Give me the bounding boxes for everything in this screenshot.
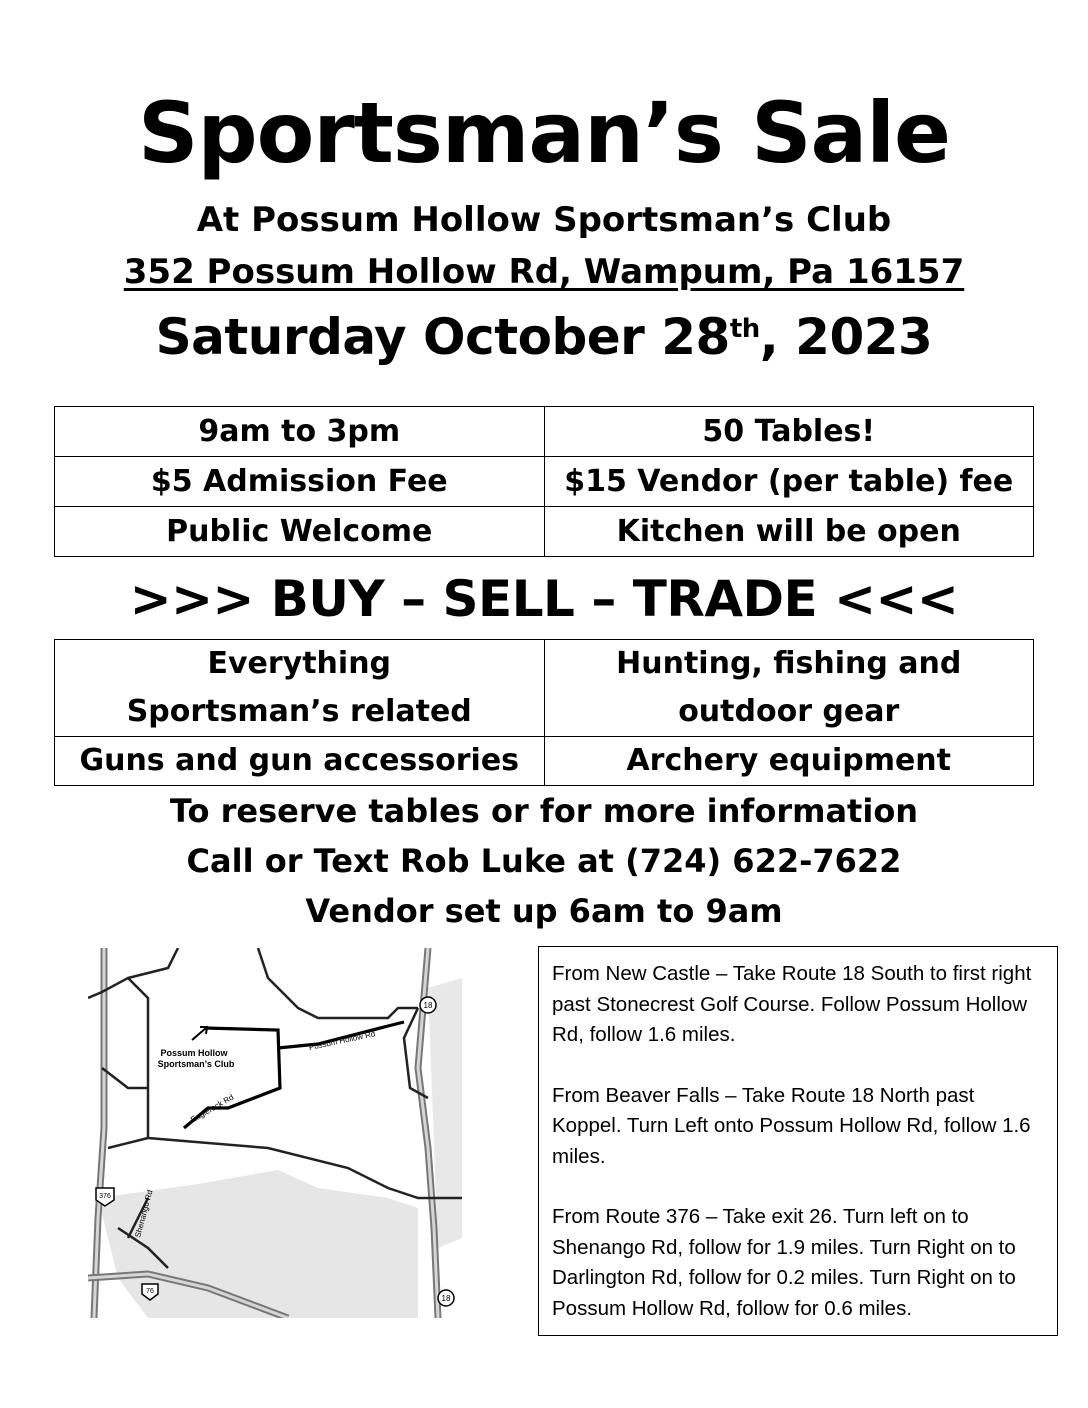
items-table <box>54 639 1034 786</box>
address: 352 Possum Hollow Rd, Wampum, Pa 16157 <box>123 252 965 292</box>
table-cell: 9am to 3pm <box>55 407 545 457</box>
page-title: Sportsman’s Sale <box>137 84 951 182</box>
table-row <box>55 457 1034 507</box>
table-cell: Hunting, fishing and outdoor gear <box>544 640 1034 737</box>
road-label: Possum Hollow Rd <box>308 1029 377 1053</box>
event-date <box>0 308 1088 366</box>
table-row <box>55 737 1034 786</box>
table-row <box>55 507 1034 557</box>
table-cell: Guns and gun accessories <box>55 737 545 786</box>
table-cell: Archery equipment <box>544 737 1034 786</box>
club-label: Possum Hollow <box>160 1048 228 1058</box>
table-row <box>55 640 1034 737</box>
buy-sell-trade-heading: >>> BUY – SELL – TRADE <<< <box>129 570 959 628</box>
date-suffix: th <box>729 314 760 344</box>
route-18-shield-icon <box>438 1290 454 1306</box>
vendor-setup-line: Vendor set up 6am to 9am <box>305 892 783 930</box>
directions-box <box>538 946 1058 1336</box>
club-name: At Possum Hollow Sportsman’s Club <box>196 200 892 240</box>
details-table <box>54 406 1034 557</box>
directions-route-376: From Route 376 – Take exit 26. Turn left on to Shenango Rd, follow for 1.9 miles. Turn Right on to Darlington Rd, follow for 0.2 miles. Turn Right on to Possum Hollow Rd, follow for 0.6 miles. <box>552 1205 1016 1320</box>
directions-beaver-falls: From Beaver Falls – Take Route 18 North past Koppel. Turn Left onto Possum Hollow Rd, follow 1.6 miles. <box>552 1083 1031 1168</box>
info-line: To reserve tables or for more information <box>169 792 919 830</box>
directions-new-castle: From New Castle – Take Route 18 South to first right past Stonecrest Golf Course. Follow Possum Hollow Rd, follow 1.6 miles. <box>552 962 1032 1046</box>
table-cell: $15 Vendor (per table) fee <box>544 457 1034 507</box>
location-map <box>88 948 462 1318</box>
table-cell: $5 Admission Fee <box>55 457 545 507</box>
table-row <box>55 407 1034 457</box>
table-cell: Kitchen will be open <box>544 507 1034 557</box>
svg-text:376: 376 <box>99 1193 111 1200</box>
route-18-shield-icon <box>420 997 436 1013</box>
road-label: Shenango Rd <box>133 1188 155 1239</box>
contact-line: Call or Text Rob Luke at (724) 622-7622 <box>186 842 902 880</box>
svg-text:18: 18 <box>441 1294 451 1303</box>
club-label: Sportsman’s Club <box>157 1059 235 1069</box>
table-cell: Everything Sportsman’s related <box>55 640 545 737</box>
table-cell: 50 Tables! <box>544 407 1034 457</box>
date-main: Saturday October 28 <box>155 308 730 366</box>
table-cell: Public Welcome <box>55 507 545 557</box>
svg-text:76: 76 <box>146 1288 154 1295</box>
road-label: Eaglerock Rd <box>189 1092 236 1125</box>
date-year: , 2023 <box>759 308 933 366</box>
svg-text:18: 18 <box>423 1001 433 1010</box>
